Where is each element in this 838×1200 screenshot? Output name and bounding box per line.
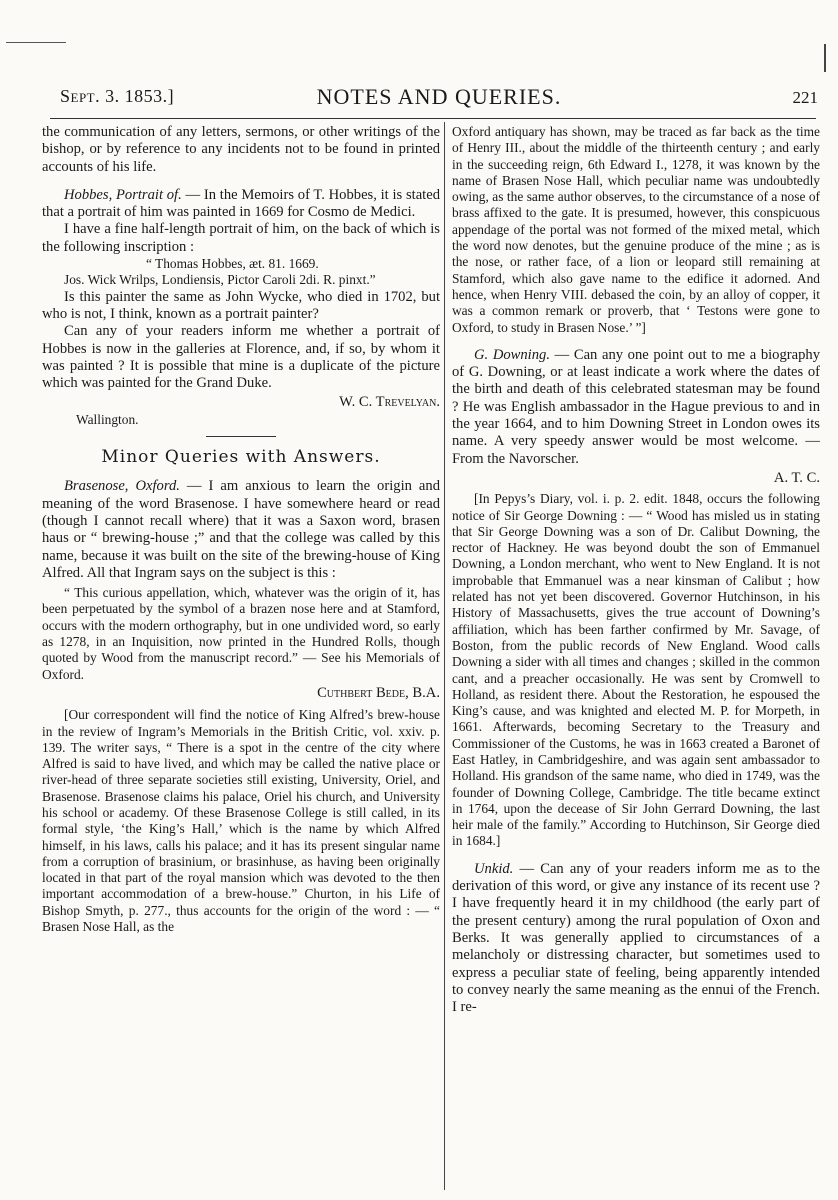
hobbes-query: [42, 187, 440, 222]
brasenose-answer: [Our correspondent will find the notice of King Alfred’s brew-house in the review of Ingram’s Memorials in the British Critic, vol. xxiv. p. 139. The writer says, “ There is a spot in the centre of the city where Alfred is said to have lived, and which may be called the native place or river-head of three separate societies still existing, University, Oriel, and Brasenose. Brasenose claims his palace, Oriel his church, and University his school or academy. Of these Brasenose College is still called, in its formal style, ‘the King’s Hall,’ which is the name by which Alfred himself, in his laws, calls his palace; and it has its present singular name from a corruption of brasinium, or brasinhuse, as having been originally located in that part of the royal mansion which was devoted to the then important accommodation of a brew-house.” Churton, in his Life of Bishop Smyth, p. 277., thus accounts for the origin of the word : — “ Brasen Nose Hall, as the: [42, 707, 440, 935]
downing-text: — Can any one point out to me a biography of G. Downing, or at least indicate a work where the dates of the birth and death of this celebrated statesman may be found ? He was English ambassador in the Hague previous to and in the year 1664, and to him Downing Street in London owes its name. A very speedy answer would be most welcome. — From the Navorscher.: [452, 346, 820, 467]
inscription-line-1: “ Thomas Hobbes, æt. 81. 1669.: [146, 256, 319, 272]
hobbes-text: — In the Memoirs of T. Hobbes, it is stated that a portrait of him was painted in 1669 for Cosmo de Medici.: [42, 186, 441, 221]
inscription-line-2: Jos. Wick Wrilps, Londiensis, Pictor Caroli 2di. R. pinxt.”: [64, 272, 376, 288]
brasenose-quote: “ This curious appellation, which, whatever was the origin of it, has been perpetuated by the symbol of a brazen nose here and at Stamford, occurs with the modern orthography, but in one undivided word, so early as 1278, in an Inquisition, now printed in the Hundred Rolls, though quoted by Wood from the manuscript record.” — See his Memorials of Oxford.: [42, 585, 440, 682]
hobbes-paragraph-3: Is this painter the same as John Wycke, who died in 1702, but who is not, I think, known as a portrait painter?: [42, 288, 440, 322]
hobbes-signature: W. C. Trevelyan.: [339, 394, 440, 411]
hobbes-heading: Hobbes, Portrait of.: [64, 186, 182, 203]
scan-corner-mark: [824, 44, 826, 72]
bishop-paragraph-end: the communication of any letters, sermons, or other writings of the bishop, or by reference to any incidents not to be found in printed accounts of his life.: [42, 124, 440, 175]
hobbes-place: Wallington.: [76, 411, 139, 427]
brasenose-text: — I am anxious to learn the origin and meaning of the word Brasenose. I have somewhere heard or read (though I cannot recall where) that it was a Saxon word, brasen haus or “ brewing-house ;” and that the college was called by this name, because it was built on the site of the brewing-house of King Alfred. All that Ingram says on the subject is this :: [42, 478, 441, 581]
column-divider: [444, 122, 445, 1190]
downing-answer: [In Pepys’s Diary, vol. i. p. 2. edit. 1848, occurs the following notice of Sir George Downing : — “ Wood has misled us in stating that Sir George Downing was a son of Dr. Calibut Downing, the rector of Hackney. He was beyond doubt the son of Emmanuel Downing, a London merchant, who went to New England. It is not improbable that Emmanuel was a near kinsman of Calibut ; how related has not yet been discovered. Governor Hutchinson, in his History of Massachusetts, gives the true account of Downing’s affiliation, which has been farther confirmed by Mr. Savage, of Boston, from the public records of New England. Wood calls Downing a sider with all times and changes ; skilled in the common cant, and a preacher occasionally. He was sent by Cromwell to Holland, as resident there. About the Restoration, he espoused the King’s cause, and was knighted and elected M. P. for Morpeth, in 1661. Afterwards, becoming Secretary to the Treasury and Commissioner of the Customs, he was in 1663 created a Baronet of East Hatley, in Cambridgeshire, and was again sent ambassador to Holland. His grandson of the same name, who died in 1749, was the founder of Downing College, Cambridge. The title became extinct in 1764, upon the decease of Sir John Gerrard Downing, the last heir male of the family.” According to Hutchinson, Sir George died in 1684.]: [452, 491, 820, 849]
header-rule: [50, 118, 816, 119]
hobbes-paragraph-2: I have a fine half-length portrait of him, on the back of which is the following inscription :: [42, 221, 440, 255]
unkid-query: [452, 861, 820, 1017]
scan-edge-mark: [6, 42, 66, 43]
unkid-heading: Unkid.: [474, 860, 514, 877]
unkid-text: — Can any of your readers inform me as to the derivation of this word, or give any instance of its recent use ? I have frequently heard it in my childhood (the early part of the present century) among the rural population of Oxon and Berks. It was generally applied to circumstances of a melancholy or distressing character, but sometimes used to express a peculiar state of feeling, being apparently intended to convey nearly the same meaning as the ennui of the French. I re-: [452, 860, 820, 1016]
left-column: [42, 124, 440, 935]
right-column: [452, 124, 820, 1016]
header-date: Sept. 3. 1853.]: [60, 86, 175, 106]
section-rule: [206, 436, 276, 437]
brasenose-heading: Brasenose, Oxford.: [64, 478, 180, 495]
section-title: Minor Queries with Answers.: [101, 447, 381, 468]
header-title: NOTES AND QUERIES.: [316, 84, 562, 109]
hobbes-paragraph-4: Can any of your readers inform me whether a portrait of Hobbes is now in the galleries at Florence, and, if so, by whom it was painted ? It is possible that mine is a duplicate of the picture which was painted for the Grand Duke.: [42, 323, 440, 392]
running-header: [60, 84, 818, 112]
brasenose-query: [42, 478, 440, 582]
page-number: 221: [792, 88, 818, 107]
downing-heading: G. Downing.: [474, 346, 550, 363]
downing-signature: A. T. C.: [773, 469, 820, 486]
brasenose-answer-continued: Oxford antiquary has shown, may be traced as far back as the time of Henry III., about the middle of the thirteenth century ; and early in the succeeding reign, 6th Edward I., 1278, it was known by the name of Brasen Nose Hall, which peculiar name was undoubtedly owing, as the same author observes, to the circumstance of a nose of brass affixed to the gate. It is presumed, however, this conspicuous appendage of the portal was not formed of the mixed metal, which the word now denotes, but the genuine produce of the mine ; as is the nose, or rather face, of a lion or leopard still remaining at Stamford, which also gave name to the edifice it adorned. And hence, when Henry VIII. debased the coin, by an alloy of copper, it was a common remark or proverb, that ‘ Testons were gone to Oxford, to study in Brasen Nose.’ ”]: [452, 124, 820, 335]
downing-query: [452, 347, 820, 468]
brasenose-signature: Cuthbert Bede, B.A.: [317, 684, 440, 701]
